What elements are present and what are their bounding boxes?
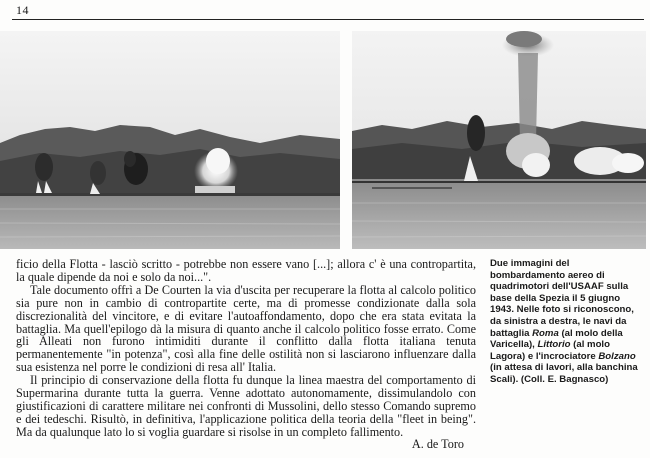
article-body xyxy=(16,258,476,439)
ship-name-littorio: Littorio xyxy=(537,339,571,351)
article-paragraph: Tale documento offrì a De Courten la via d'uscita per recuperare la flotta al calcolo politico sia pure non in cambio di contropartite certe, ma di promesse condizionate dalla sola discrezionalità del vincitore, e di evitare l'autoaffondamento, dopo che era stata evitata la battaglia. Ma quell'epilogo dà la misura di quanto anche il calcolo politico fosse errato. Come gli Alleati non furono intimiditi durante il conflitto dalla flotta italiana tenuta permanentemente "in potenza", così alla fine delle ostilità non si lasciarono influenzare dalla sua esistenza nel porre le condizioni di resa all' Italia. xyxy=(16,282,476,375)
article-paragraph: Il principio di conservazione della flotta fu dunque la linea maestra del comportamento di Supermarina durante tutta la guerra. Venne adottato autonomamente, dissimulandolo con giustificazioni di carattere militare nei confronti di Mussolini, dello stesso Comando supremo e dei tedeschi. Risultò, in definitiva, l'applicazione politica della teoria della "fleet in being". Ma da qualunque lato lo si voglia guardare si risolse in un completo fallimento. xyxy=(16,373,476,439)
header-rule xyxy=(12,19,644,20)
ship-name-bolzano: Bolzano xyxy=(598,350,636,362)
bombing-photo-right xyxy=(352,31,646,249)
article-paragraph: ficio della Flotta - lasciò scritto - potrebbe non essere vano [...]; allora c' è una contropartita, la quale dipende da noi e solo da noi...". xyxy=(16,257,476,284)
caption-text: (al molo Lagora) e l'incrociatore xyxy=(490,339,610,362)
page-number: 14 xyxy=(16,3,29,17)
caption-text: (al molo della Varicella), xyxy=(490,327,623,351)
ship-name-roma: Roma xyxy=(532,327,559,339)
photo-caption xyxy=(490,258,638,386)
caption-text: Due immagini del bombardamento aereo di quadrimotori dell'USAAF sulla base della Spezia il 5 giugno 1943. Nelle foto si riconoscono, da sinistra a destra, le navi da battaglia xyxy=(490,258,634,339)
author-byline: A. de Toro xyxy=(411,437,464,451)
caption-text: (in attesa di lavori, alla banchina Scali). (Coll. E. Bagnasco) xyxy=(490,362,638,385)
bombing-photo-left xyxy=(0,31,340,249)
